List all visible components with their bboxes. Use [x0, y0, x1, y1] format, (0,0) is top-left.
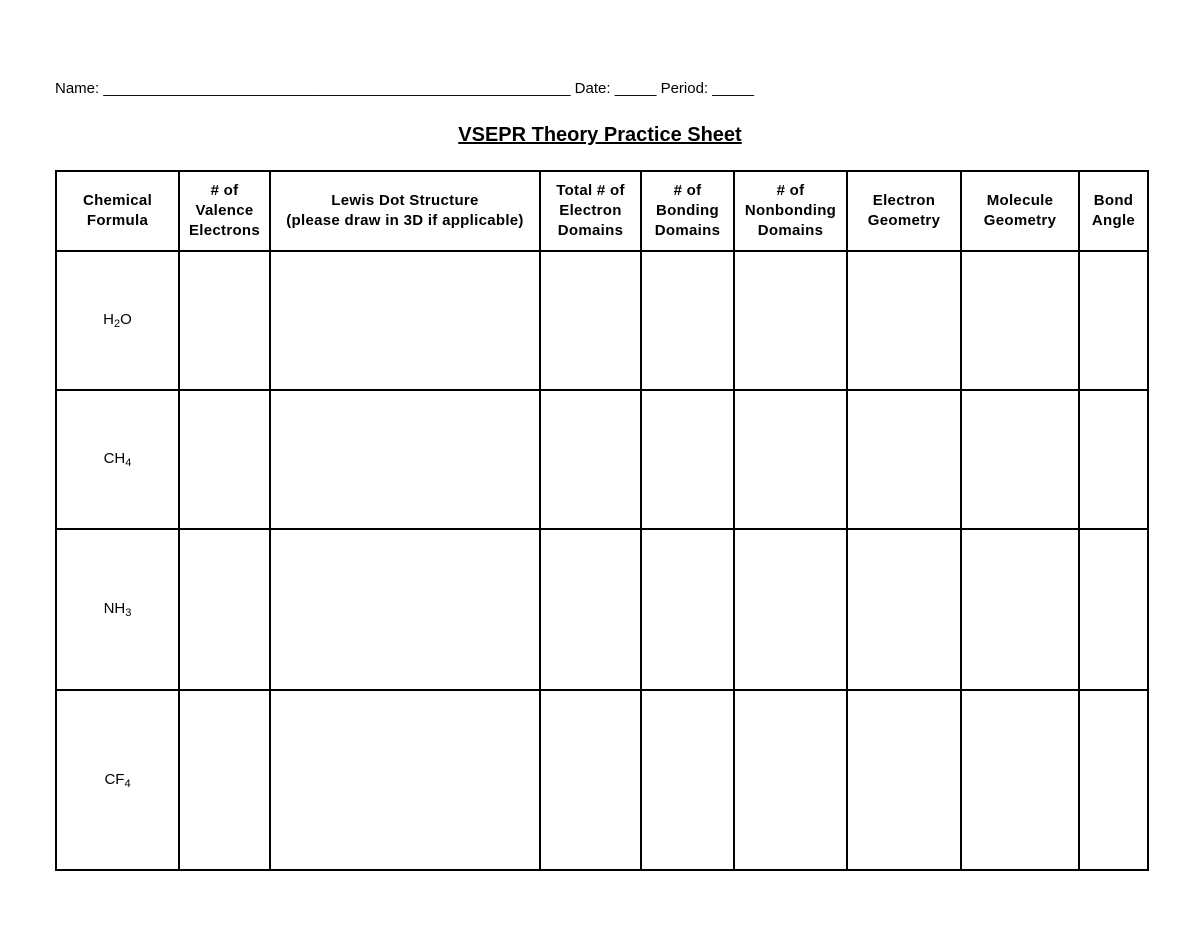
header-line: Nonbonding — [744, 202, 837, 219]
answer-cell[interactable] — [847, 251, 961, 390]
header-line: Domains — [757, 222, 824, 239]
answer-cell[interactable] — [1079, 690, 1148, 870]
header-line: Domains — [557, 222, 624, 239]
answer-cell[interactable] — [540, 390, 641, 529]
header-line: Molecule — [986, 192, 1054, 209]
header-line: Bond — [1093, 192, 1134, 209]
answer-cell[interactable] — [540, 529, 641, 690]
table-row — [56, 529, 1148, 690]
header-valence-electrons — [179, 171, 270, 251]
header-lewis-dot-structure — [270, 171, 540, 251]
answer-cell[interactable] — [179, 529, 270, 690]
formula-base: O — [120, 311, 132, 328]
answer-cell[interactable] — [270, 529, 540, 690]
answer-cell[interactable] — [1079, 251, 1148, 390]
answer-cell[interactable] — [179, 690, 270, 870]
header-row — [56, 171, 1148, 251]
header-line: Formula — [86, 212, 149, 229]
header-line: Total # of — [556, 182, 625, 199]
header-line: # of — [673, 182, 702, 199]
header-total-electron-domains — [540, 171, 641, 251]
header-bonding-domains — [641, 171, 734, 251]
answer-cell[interactable] — [641, 390, 734, 529]
header-line: Bonding — [656, 202, 719, 219]
table-row — [56, 251, 1148, 390]
header-line: # of — [210, 182, 239, 199]
formula-base: CH — [103, 450, 126, 467]
header-line: # of — [776, 182, 805, 199]
header-line: Lewis Dot Structure — [331, 192, 479, 209]
formula-subscript: 3 — [125, 607, 132, 619]
header-electron-geometry — [847, 171, 961, 251]
answer-cell[interactable] — [270, 251, 540, 390]
header-line: Chemical — [82, 192, 153, 209]
header-line: Geometry — [867, 212, 941, 229]
header-line: Valence — [195, 202, 254, 219]
answer-cell[interactable] — [270, 690, 540, 870]
formula-cell — [56, 390, 179, 529]
answer-cell[interactable] — [847, 529, 961, 690]
answer-cell[interactable] — [847, 390, 961, 529]
answer-cell[interactable] — [734, 251, 847, 390]
header-line: Electrons — [188, 222, 261, 239]
header-bond-angle — [1079, 171, 1148, 251]
formula-subscript: 2 — [114, 318, 121, 330]
header-molecule-geometry — [961, 171, 1079, 251]
formula-cell — [56, 690, 179, 870]
header-nonbonding-domains — [734, 171, 847, 251]
answer-cell[interactable] — [179, 251, 270, 390]
answer-cell[interactable] — [1079, 390, 1148, 529]
table-row — [56, 390, 1148, 529]
answer-cell[interactable] — [540, 251, 641, 390]
answer-cell[interactable] — [1079, 529, 1148, 690]
answer-cell[interactable] — [734, 390, 847, 529]
answer-cell[interactable] — [847, 690, 961, 870]
answer-cell[interactable] — [961, 529, 1079, 690]
header-line: Electron — [872, 192, 936, 209]
header-line: Geometry — [983, 212, 1057, 229]
table-row — [56, 690, 1148, 870]
page-title: VSEPR Theory Practice Sheet — [458, 124, 742, 146]
vsepr-table — [55, 170, 1149, 871]
answer-cell[interactable] — [961, 251, 1079, 390]
formula-base: CF — [104, 770, 125, 788]
answer-cell[interactable] — [734, 690, 847, 870]
answer-cell[interactable] — [270, 390, 540, 529]
answer-cell[interactable] — [734, 529, 847, 690]
answer-cell[interactable] — [961, 690, 1079, 870]
answer-cell[interactable] — [961, 390, 1079, 529]
header-line: Electron — [559, 202, 622, 219]
formula-subscript: 4 — [124, 777, 131, 790]
formula-base: H — [103, 311, 115, 328]
answer-cell[interactable] — [641, 529, 734, 690]
name-date-period-line: Name: ________________________________________________________ Date: _____ Period: _____ — [55, 80, 754, 97]
header-line: (please draw in 3D if applicable) — [286, 212, 524, 229]
answer-cell[interactable] — [641, 251, 734, 390]
header-line: Domains — [654, 222, 721, 239]
answer-cell[interactable] — [540, 690, 641, 870]
formula-base: NH — [103, 600, 126, 617]
answer-cell[interactable] — [179, 390, 270, 529]
answer-cell[interactable] — [641, 690, 734, 870]
header-line: Angle — [1091, 212, 1136, 229]
formula-cell — [56, 529, 179, 690]
header-chemical-formula — [56, 171, 179, 251]
formula-cell — [56, 251, 179, 390]
formula-subscript: 4 — [125, 457, 132, 469]
